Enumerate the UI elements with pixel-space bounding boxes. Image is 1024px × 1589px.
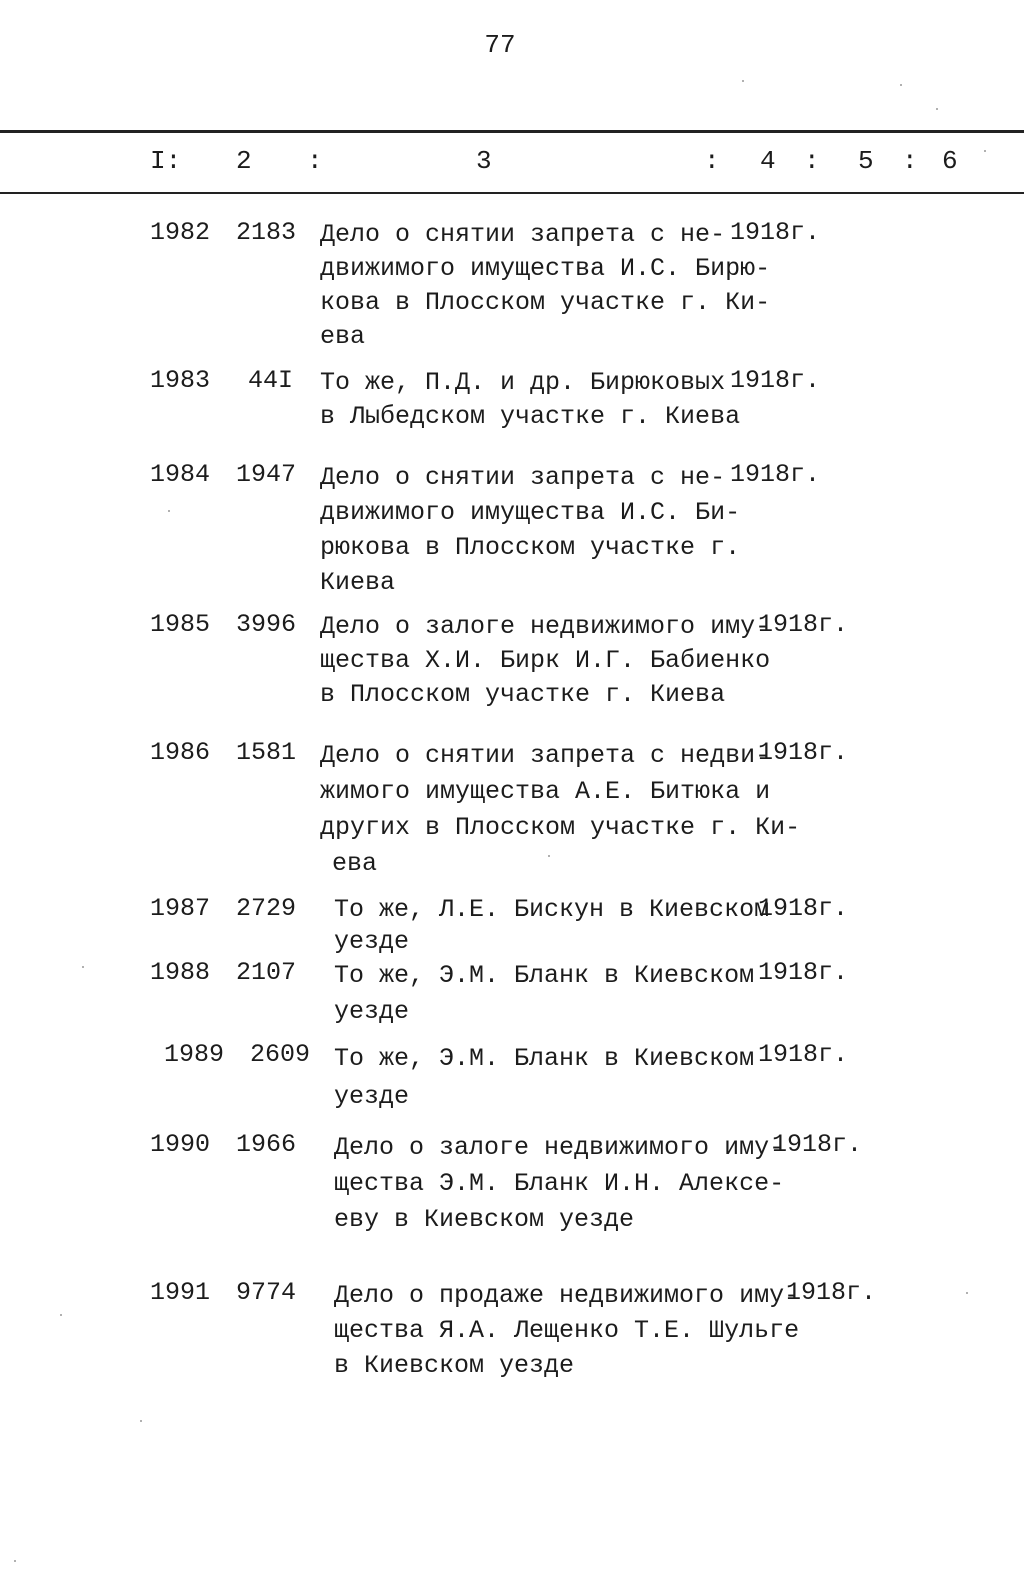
entry-number: 1984 (150, 460, 211, 489)
entry-title-line: в Плосском участке г. Киева (320, 680, 726, 709)
entry-year: 1918г. (772, 1130, 863, 1159)
entry-code: 2729 (236, 894, 297, 923)
entry-title-line: других в Плосском участке г. Ки- (320, 813, 801, 842)
entry-title-line: Дело о продаже недвижимого иму- (334, 1281, 800, 1310)
entry-title (334, 894, 769, 958)
entry-code: 2183 (236, 218, 297, 247)
entry-title-line: в Лыбедском участке г. Киева (320, 402, 741, 431)
entry-code: 44I (248, 366, 294, 395)
speck (140, 1420, 142, 1422)
entry-title-line: То же, Э.М. Бланк в Киевском (334, 1044, 755, 1073)
entry-number: 1985 (150, 610, 211, 639)
column-separator: : (804, 146, 820, 176)
speck (82, 966, 84, 968)
entry-number: 1982 (150, 218, 211, 247)
entry-title-line: Дело о залоге недвижимого иму- (320, 612, 771, 641)
entry-number: 1986 (150, 738, 211, 767)
entry-number: 1988 (150, 958, 211, 987)
entry-title (320, 610, 770, 712)
entry-title-line: еву в Киевском уезде (334, 1205, 635, 1234)
entry-title (320, 738, 800, 882)
entry-title (320, 366, 740, 434)
entry-title-line: щества Я.А. Лещенко Т.Е. Шульге (334, 1316, 800, 1345)
entry-title-line: уезде (334, 997, 410, 1026)
entry-title-line: То же, Э.М. Бланк в Киевском (334, 961, 755, 990)
entry-title-line: уезде (334, 927, 410, 956)
column-header-5: 5 (858, 146, 874, 176)
entry-title-line: щества Э.М. Бланк И.Н. Алексе- (334, 1169, 785, 1198)
header-top-rule (0, 130, 1024, 133)
column-separator: : (307, 146, 323, 176)
entry-year: 1918г. (730, 218, 821, 247)
entry-year: 1918г. (758, 738, 849, 767)
entry-number: 1989 (164, 1040, 225, 1069)
entry-title (334, 1130, 784, 1238)
entry-code: 9774 (236, 1278, 297, 1307)
entry-code: 2107 (236, 958, 297, 987)
entry-title (334, 1040, 754, 1116)
speck (742, 80, 744, 82)
entry-number: 1990 (150, 1130, 211, 1159)
entry-number: 1983 (150, 366, 211, 395)
entry-number: 1987 (150, 894, 211, 923)
speck (936, 108, 938, 110)
entry-code: 2609 (250, 1040, 311, 1069)
entry-title-line: в Киевском уезде (334, 1351, 575, 1380)
entry-title-line: движимого имущества И.С. Би- (320, 498, 741, 527)
entry-title-line: рюкова в Плосском участке г. (320, 533, 741, 562)
column-header-3: 3 (476, 146, 492, 176)
entry-title-line: Дело о снятии запрета с не- (320, 463, 726, 492)
entry-year: 1918г. (786, 1278, 877, 1307)
speck (900, 84, 902, 86)
entry-title-line: кова в Плосском участке г. Ки- (320, 288, 771, 317)
column-separator: : (704, 146, 720, 176)
speck (14, 1560, 16, 1562)
entry-title (320, 218, 770, 354)
speck (548, 855, 550, 857)
entry-title (334, 1278, 799, 1383)
entry-year: 1918г. (758, 610, 849, 639)
entry-title-line: жимого имущества А.Е. Битюка и (320, 777, 771, 806)
entry-year: 1918г. (730, 460, 821, 489)
entry-code: 1966 (236, 1130, 297, 1159)
column-header-4: 4 (760, 146, 776, 176)
entry-title-line: Киева (320, 568, 396, 597)
entry-year: 1918г. (758, 894, 849, 923)
header-bottom-rule (0, 192, 1024, 194)
entry-title-line: уезде (334, 1082, 410, 1111)
page-number: 77 (484, 30, 516, 60)
entry-year: 1918г. (758, 1040, 849, 1069)
entry-title-line: щества Х.И. Бирк И.Г. Бабиенко (320, 646, 771, 675)
column-separator: : (902, 146, 918, 176)
entry-title-line: То же, П.Д. и др. Бирюковых (320, 368, 726, 397)
entry-title-line: ева (320, 322, 366, 351)
speck (60, 1314, 62, 1316)
column-header-1: I: (150, 146, 182, 176)
entry-title (320, 460, 740, 600)
speck (168, 510, 170, 512)
entry-year: 1918г. (758, 958, 849, 987)
entry-title-line: Дело о снятии запрета с не- (320, 220, 726, 249)
entry-title (334, 958, 754, 1030)
entry-title-line: ева (332, 849, 378, 878)
entry-code: 1947 (236, 460, 297, 489)
speck (984, 150, 986, 152)
entry-number: 1991 (150, 1278, 211, 1307)
column-header-2: 2 (236, 146, 252, 176)
entry-title-line: движимого имущества И.С. Бирю- (320, 254, 771, 283)
entry-title-line: Дело о снятии запрета с недви- (320, 741, 771, 770)
entry-title-line: То же, Л.Е. Бискун в Киевском (334, 895, 770, 924)
column-header-6: 6 (942, 146, 958, 176)
speck (966, 1292, 968, 1294)
entry-year: 1918г. (730, 366, 821, 395)
entry-title-line: Дело о залоге недвижимого иму- (334, 1133, 785, 1162)
entry-code: 3996 (236, 610, 297, 639)
entry-code: 1581 (236, 738, 297, 767)
